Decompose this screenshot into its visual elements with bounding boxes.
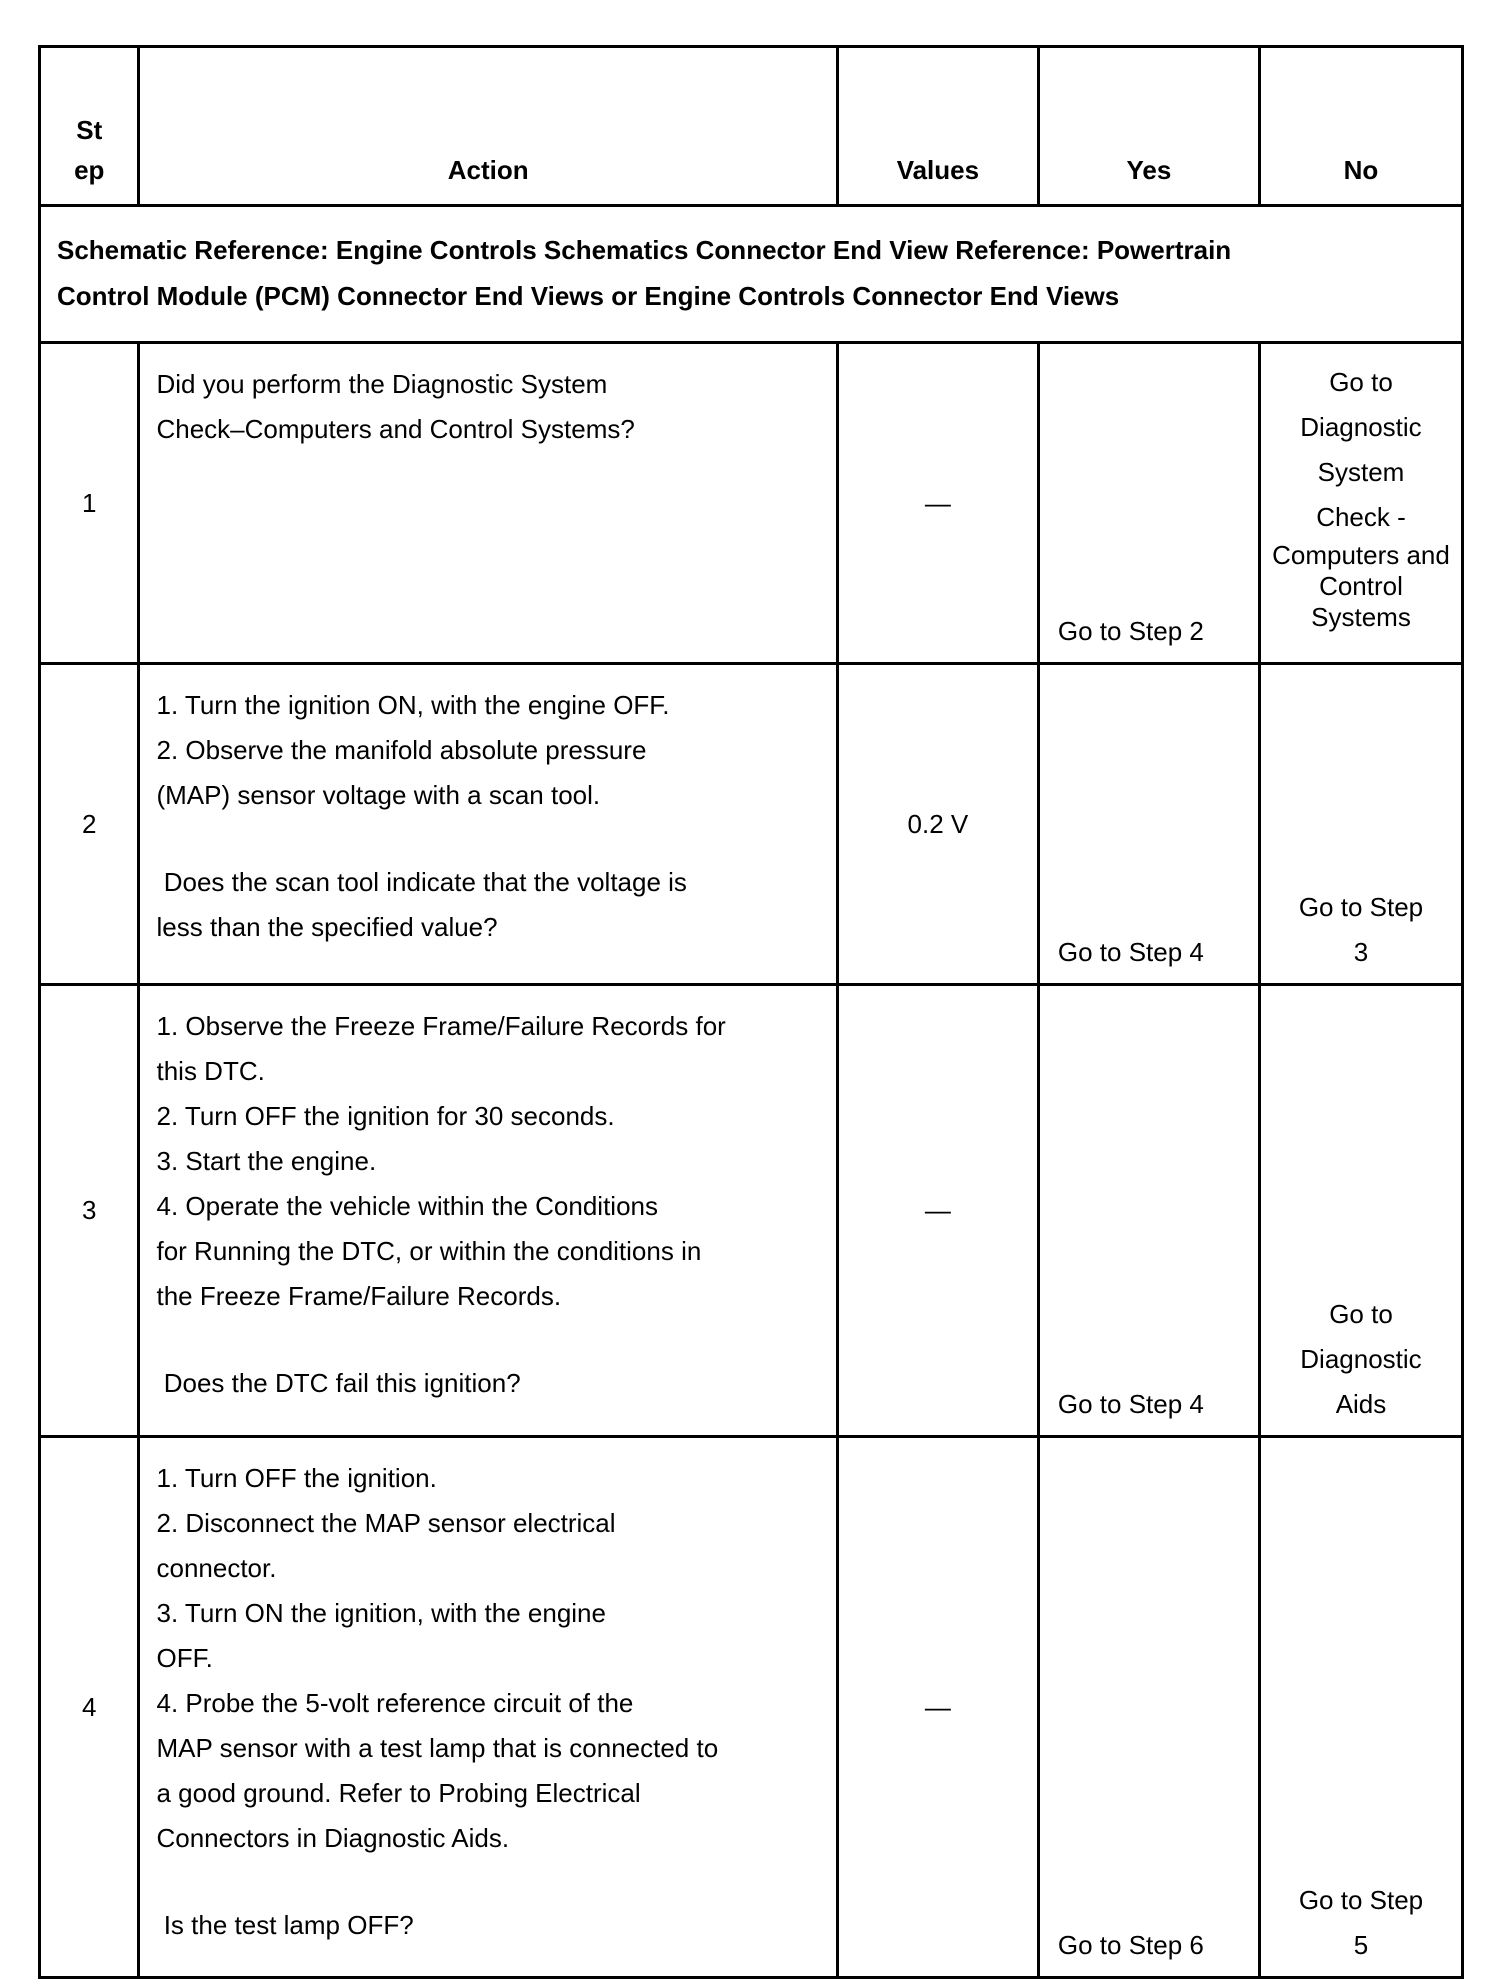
action-line: connector.: [156, 1553, 277, 1583]
yes-cell: Go to Step 6: [1038, 1437, 1259, 1978]
action-line: a good ground. Refer to Probing Electrical: [156, 1778, 641, 1808]
header-yes: Yes: [1038, 47, 1259, 206]
action-line: 4. Operate the vehicle within the Conditions: [156, 1191, 658, 1221]
action-line: Check–Computers and Control Systems?: [156, 414, 635, 444]
step-number: 1: [40, 343, 139, 664]
value-cell: —: [837, 1437, 1038, 1978]
action-line: 1. Turn OFF the ignition.: [156, 1463, 437, 1493]
value-cell: —: [837, 343, 1038, 664]
question-line: Is the test lamp OFF?: [156, 1910, 414, 1940]
header-step: [40, 47, 139, 206]
no-cell: [1259, 343, 1462, 664]
no-line: Go to: [1329, 1299, 1393, 1329]
step-number: 3: [40, 985, 139, 1437]
action-cell: [139, 1437, 837, 1978]
header-step-line-1: St: [76, 115, 103, 145]
no-line: Control: [1319, 571, 1403, 601]
no-line: 5: [1353, 1930, 1369, 1960]
header-action: Action: [139, 47, 837, 206]
action-cell: [139, 985, 837, 1437]
header-values: Values: [837, 47, 1038, 206]
no-line: Check -: [1316, 502, 1406, 532]
action-line: 1. Turn the ignition ON, with the engine OFF.: [156, 690, 670, 720]
step-number: 2: [40, 664, 139, 985]
action-line: this DTC.: [156, 1056, 265, 1086]
action-line: Connectors in Diagnostic Aids.: [156, 1823, 510, 1853]
no-cell: [1259, 664, 1462, 985]
action-cell: [139, 664, 837, 985]
no-cell: [1259, 1437, 1462, 1978]
action-line: (MAP) sensor voltage with a scan tool.: [156, 780, 601, 810]
action-line: 2. Turn OFF the ignition for 30 seconds.: [156, 1101, 615, 1131]
table-row: [40, 664, 1463, 985]
action-cell: [139, 343, 837, 664]
table-row: [40, 343, 1463, 664]
schematic-line-2: Control Module (PCM) Connector End Views or Engine Controls Connector End Views: [57, 281, 1120, 311]
no-line: Diagnostic: [1300, 1344, 1422, 1374]
header-no: No: [1259, 47, 1462, 206]
table-row: [40, 985, 1463, 1437]
no-line: Go to Step: [1298, 892, 1424, 922]
action-line: 1. Observe the Freeze Frame/Failure Records for: [156, 1011, 726, 1041]
value-cell: 0.2 V: [837, 664, 1038, 985]
yes-cell: Go to Step 4: [1038, 664, 1259, 985]
action-line: 3. Start the engine.: [156, 1146, 377, 1176]
header-row: [40, 47, 1463, 206]
schematic-reference: [40, 206, 1463, 343]
action-line: for Running the DTC, or within the conditions in: [156, 1236, 702, 1266]
no-line: Aids: [1335, 1389, 1387, 1419]
yes-cell: Go to Step 2: [1038, 343, 1259, 664]
no-line: 3: [1353, 937, 1369, 967]
action-line: 2. Disconnect the MAP sensor electrical: [156, 1508, 616, 1538]
action-line: Did you perform the Diagnostic System: [156, 369, 608, 399]
table-row: [40, 1437, 1463, 1978]
no-line: System: [1317, 457, 1405, 487]
no-line: Computers and: [1272, 540, 1450, 570]
question-line: Does the DTC fail this ignition?: [156, 1368, 521, 1398]
step-number: 4: [40, 1437, 139, 1978]
question-line: Does the scan tool indicate that the voltage is: [156, 867, 687, 897]
header-step-line-2: ep: [74, 155, 105, 185]
action-line: MAP sensor with a test lamp that is connected to: [156, 1733, 719, 1763]
action-line: OFF.: [156, 1643, 213, 1673]
schematic-row: [40, 206, 1463, 343]
question-line: less than the specified value?: [156, 912, 498, 942]
action-line: 3. Turn ON the ignition, with the engine: [156, 1598, 606, 1628]
no-line: Diagnostic: [1300, 412, 1422, 442]
value-cell: —: [837, 985, 1038, 1437]
action-line: 4. Probe the 5-volt reference circuit of the: [156, 1688, 634, 1718]
yes-cell: Go to Step 4: [1038, 985, 1259, 1437]
no-line: Go to: [1329, 367, 1393, 397]
diagnostic-table: [38, 45, 1464, 1979]
no-line: Systems: [1311, 602, 1411, 632]
action-line: 2. Observe the manifold absolute pressure: [156, 735, 647, 765]
schematic-line-1: Schematic Reference: Engine Controls Schematics Connector End View Reference: Powertrain: [57, 235, 1232, 265]
no-cell: [1259, 985, 1462, 1437]
action-line: the Freeze Frame/Failure Records.: [156, 1281, 562, 1311]
no-line: Go to Step: [1298, 1885, 1424, 1915]
